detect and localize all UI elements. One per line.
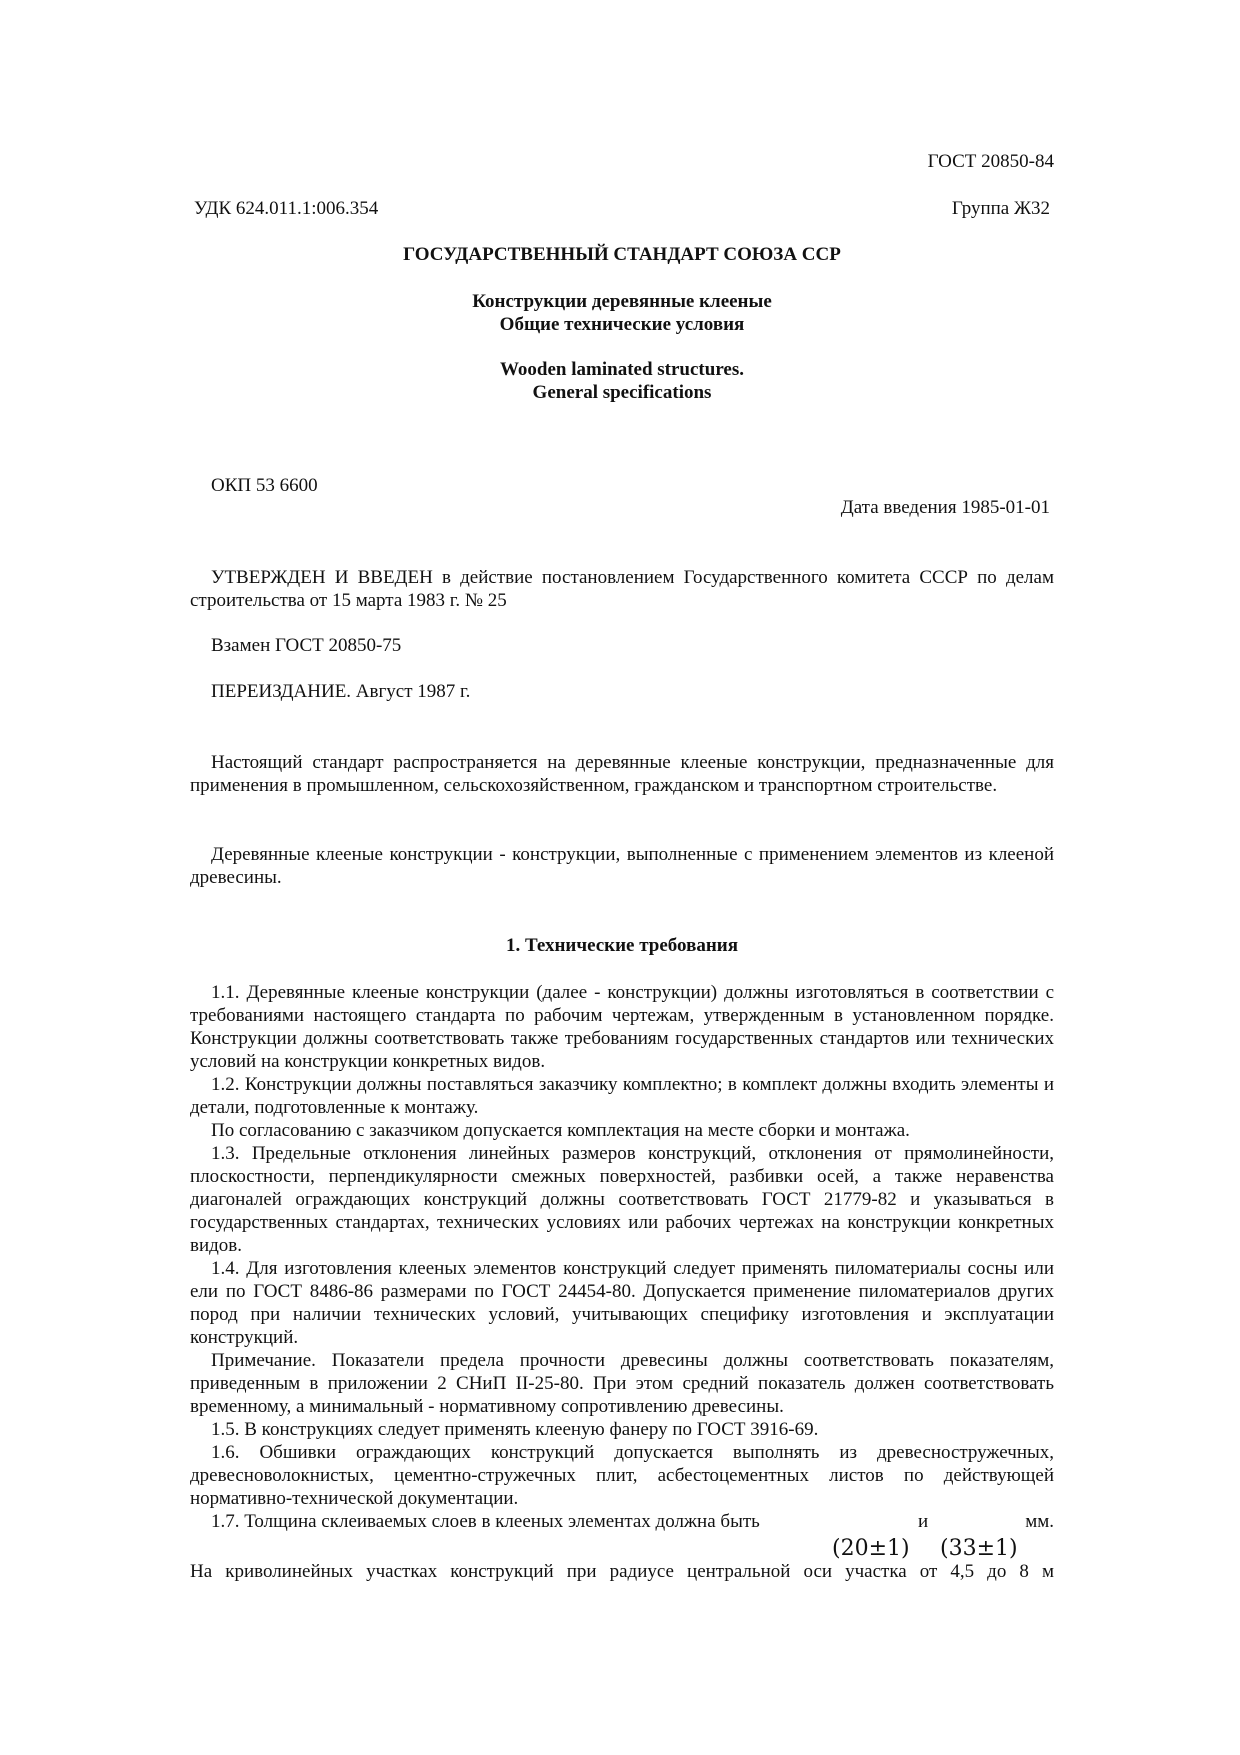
- approval-note: [190, 566, 1054, 612]
- scope-text-2: Деревянные клееные конструкции - конструкции, выполненные с применением элементов из клееной древесины.: [190, 844, 1054, 888]
- replaces-note: Взамен ГОСТ 20850-75: [211, 635, 402, 656]
- russian-title: [190, 290, 1054, 336]
- okp-code: ОКП 53 6600: [211, 475, 318, 496]
- requirements-section: [190, 981, 1054, 1568]
- document-code: ГОСТ 20850-84: [927, 151, 1054, 172]
- russian-title-line1: Конструкции деревянные клееные: [472, 291, 772, 312]
- thickness-formula-1: (20±1): [832, 1536, 910, 1561]
- scope-paragraph-2: [190, 843, 1054, 889]
- clause-1-7-text: 1.7. Толщина склеиваемых слоев в клееных элементах должна быть: [211, 1511, 760, 1532]
- effective-date: Дата введения 1985-01-01: [840, 497, 1050, 518]
- clause-1-3: 1.3. Предельные отклонения линейных размеров конструкций, отклонения от прямолинейности, плоскостности, перпендикулярности смежных поверхностей, разбивки осей, а также неравенства диагоналей ограждающих конструкций должны соответствовать ГОСТ 21779-82 и указываться в государственных стандартах, технических условиях или рабочих чертежах на конструкции конкретных видов.: [190, 1143, 1054, 1256]
- thickness-formula-2: (33±1): [940, 1536, 1018, 1561]
- english-title-line2: General specifications: [532, 382, 712, 403]
- clause-1-7-and: и: [918, 1511, 929, 1532]
- clause-1-6: 1.6. Обшивки ограждающих конструкций допускается выполнять из древесностружечных, древесноволокнистых, цементно-стружечных плит, асбестоцементных листов по действующей нормативно-технической документации.: [190, 1442, 1054, 1509]
- clause-1-2: 1.2. Конструкции должны поставляться заказчику комплектно; в комплект должны входить элементы и детали, подготовленные к монтажу.: [190, 1074, 1054, 1118]
- clause-1-1: 1.1. Деревянные клееные конструкции (далее - конструкции) должны изготовляться в соответствии с требованиями настоящего стандарта по рабочим чертежам, утвержденным в установленном порядке. Конструкции должны соответствовать также требованиям государственных стандартов или технических условий на конструкции конкретных видов.: [190, 982, 1054, 1072]
- clause-1-4-note: Примечание. Показатели предела прочности древесины должны соответствовать показателям, приведенным в приложении 2 СНиП II-25-80. При этом средний показатель должен соответствовать временному, а минимальный - нормативному сопротивлению древесины.: [190, 1350, 1054, 1417]
- curved-sections-paragraph: [190, 1560, 1054, 1583]
- scope-text-1: Настоящий стандарт распространяется на деревянные клееные конструкции, предназначенные для применения в промышленном, сельскохозяйственном, гражданском и транспортном строительстве.: [190, 752, 1054, 796]
- clause-1-5: 1.5. В конструкциях следует применять клееную фанеру по ГОСТ 3916-69.: [211, 1419, 819, 1440]
- clause-1-2-note: По согласованию с заказчиком допускается комплектация на месте сборки и монтажа.: [211, 1120, 910, 1141]
- standard-title: ГОСУДАРСТВЕННЫЙ СТАНДАРТ СОЮЗА ССР: [403, 244, 841, 265]
- approval-text: УТВЕРЖДЕН И ВВЕДЕН в действие постановлением Государственного комитета СССР по делам строительства от 15 марта 1983 г. № 25: [190, 567, 1054, 611]
- scope-paragraph-1: [190, 751, 1054, 797]
- clause-1-4: 1.4. Для изготовления клееных элементов конструкций следует применять пиломатериалы сосны или ели по ГОСТ 8486-86 размерами по ГОСТ 24454-80. Допускается применение пиломатериалов других пород при наличии технических условий, учитывающих специфику изготовления и эксплуатации конструкций.: [190, 1258, 1054, 1348]
- group-code: Группа Ж32: [951, 198, 1050, 219]
- section-title: 1. Технические требования: [505, 935, 739, 956]
- english-title: [190, 358, 1054, 404]
- curved-sections-text: На криволинейных участках конструкций при радиусе центральной оси участка от 4,5 до 8 м: [190, 1561, 1054, 1582]
- english-title-line1: Wooden laminated structures.: [499, 359, 744, 380]
- reissue-note: ПЕРЕИЗДАНИЕ. Август 1987 г.: [211, 681, 471, 702]
- russian-title-line2: Общие технические условия: [499, 314, 745, 335]
- udk-code: УДК 624.011.1:006.354: [194, 198, 379, 219]
- clause-1-7-unit: мм.: [1025, 1511, 1054, 1532]
